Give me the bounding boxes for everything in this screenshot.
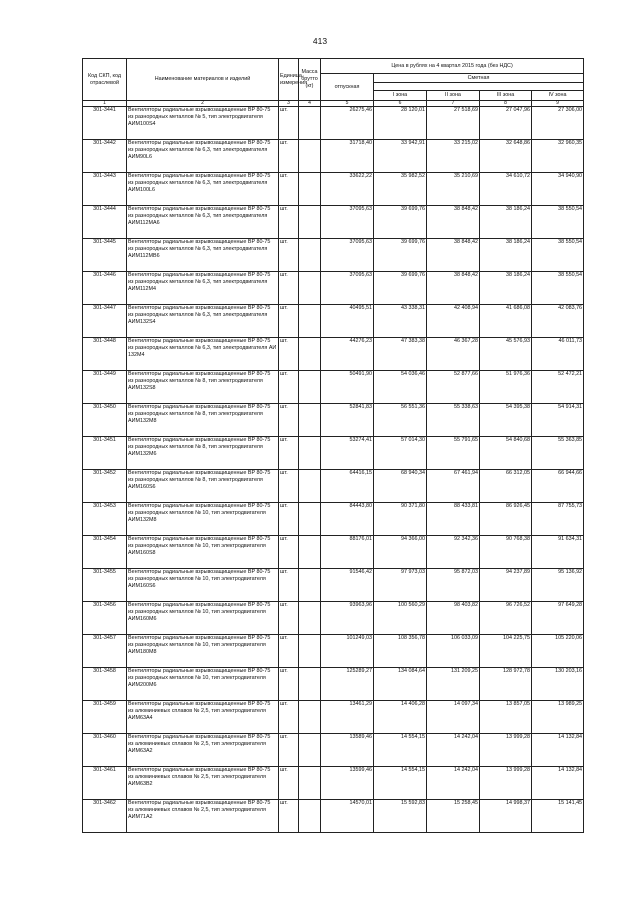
release-price: 88176,01 — [321, 536, 374, 569]
item-code: 301-3458 — [83, 668, 127, 701]
price-zone-2: 106 033,09 — [427, 635, 480, 668]
item-name: Вентиляторы радиальные взрывозащищенные ВР 80-75 из разнородных металлов № 10, тип электродвигателя АИМ200М6 — [127, 668, 279, 701]
item-mass — [299, 404, 321, 437]
price-zone-3: 13 999,28 — [480, 734, 532, 767]
header-code: Код СКП, код отраслевой — [83, 59, 127, 101]
price-zone-2: 52 877,66 — [427, 371, 480, 404]
item-unit: шт. — [279, 635, 299, 668]
table-row — [83, 140, 584, 173]
column-number: 2 — [127, 101, 279, 107]
price-zone-3: 34 610,72 — [480, 173, 532, 206]
item-name: Вентиляторы радиальные взрывозащищенные ВР 80-75 из разнородных металлов № 8, тип электродвигателя АИМ160S6 — [127, 470, 279, 503]
item-name: Вентиляторы радиальные взрывозащищенные ВР 80-75 из разнородных металлов № 6,3, тип электродвигателя АИМ90L6 — [127, 140, 279, 173]
item-code: 301-3449 — [83, 371, 127, 404]
item-unit: шт. — [279, 767, 299, 800]
table-row — [83, 107, 584, 140]
price-zone-4: 15 141,45 — [532, 800, 584, 833]
price-zone-1: 100 560,29 — [374, 602, 427, 635]
item-code: 301-3456 — [83, 602, 127, 635]
price-zone-3: 90 768,38 — [480, 536, 532, 569]
table-row — [83, 470, 584, 503]
table-body — [83, 107, 584, 833]
release-price: 50491,90 — [321, 371, 374, 404]
item-name: Вентиляторы радиальные взрывозащищенные ВР 80-75 из разнородных металлов № 6,3, тип электродвигателя АИМ112МВ6 — [127, 239, 279, 272]
price-zone-3: 86 926,45 — [480, 503, 532, 536]
item-mass — [299, 173, 321, 206]
item-name: Вентиляторы радиальные взрывозащищенные ВР 80-75 из алюминиевых сплавов № 2,5, тип электродвигателя АИМ63А2 — [127, 734, 279, 767]
price-zone-3: 14 998,37 — [480, 800, 532, 833]
release-price: 93963,96 — [321, 602, 374, 635]
table-row — [83, 503, 584, 536]
price-zone-2: 88 433,81 — [427, 503, 480, 536]
item-mass — [299, 470, 321, 503]
item-unit: шт. — [279, 338, 299, 371]
item-name: Вентиляторы радиальные взрывозащищенные ВР 80-75 из разнородных металлов № 6,3, тип электродвигателя АИМ112М4 — [127, 272, 279, 305]
price-zone-1: 33 942,91 — [374, 140, 427, 173]
item-name: Вентиляторы радиальные взрывозащищенные ВР 80-75 из разнородных металлов № 10, тип электродвигателя АИМ132М8 — [127, 503, 279, 536]
table-row — [83, 734, 584, 767]
price-zone-3: 54 840,68 — [480, 437, 532, 470]
item-unit: шт. — [279, 140, 299, 173]
header-zone-3: III зона — [480, 91, 532, 101]
column-number: 3 — [279, 101, 299, 107]
table-row — [83, 206, 584, 239]
item-unit: шт. — [279, 668, 299, 701]
release-price: 13461,29 — [321, 701, 374, 734]
item-unit: шт. — [279, 503, 299, 536]
release-price: 31718,40 — [321, 140, 374, 173]
item-mass — [299, 767, 321, 800]
price-zone-3: 32 648,86 — [480, 140, 532, 173]
price-zone-1: 90 371,80 — [374, 503, 427, 536]
item-name: Вентиляторы радиальные взрывозащищенные ВР 80-75 из разнородных металлов № 6,3, тип электродвигателя АИМ100L6 — [127, 173, 279, 206]
price-table — [82, 58, 584, 833]
release-price: 37095,63 — [321, 272, 374, 305]
price-zone-4: 42 083,76 — [532, 305, 584, 338]
price-zone-2: 131 209,25 — [427, 668, 480, 701]
item-unit: шт. — [279, 734, 299, 767]
item-mass — [299, 635, 321, 668]
price-zone-3: 13 999,28 — [480, 767, 532, 800]
item-mass — [299, 800, 321, 833]
header-estimate: Сметная — [374, 74, 584, 83]
price-zone-1: 94 366,00 — [374, 536, 427, 569]
item-mass — [299, 107, 321, 140]
release-price: 26275,46 — [321, 107, 374, 140]
price-zone-3: 45 576,93 — [480, 338, 532, 371]
item-code: 301-3451 — [83, 437, 127, 470]
item-unit: шт. — [279, 239, 299, 272]
item-unit: шт. — [279, 536, 299, 569]
price-zone-1: 134 084,64 — [374, 668, 427, 701]
table-header — [83, 59, 584, 107]
item-name: Вентиляторы радиальные взрывозащищенные ВР 80-75 из разнородных металлов № 8, тип электродвигателя АИМ132S8 — [127, 371, 279, 404]
table-row — [83, 536, 584, 569]
item-name: Вентиляторы радиальные взрывозащищенные ВР 80-75 из разнородных металлов № 8, тип электродвигателя АИМ132М8 — [127, 404, 279, 437]
item-unit: шт. — [279, 437, 299, 470]
page-number: 413 — [312, 36, 328, 46]
price-zone-2: 35 210,69 — [427, 173, 480, 206]
item-unit: шт. — [279, 602, 299, 635]
item-mass — [299, 437, 321, 470]
price-zone-2: 15 258,45 — [427, 800, 480, 833]
item-mass — [299, 569, 321, 602]
item-code: 301-3461 — [83, 767, 127, 800]
item-mass — [299, 371, 321, 404]
header-mass: Масса брутто (кг) — [299, 59, 321, 101]
column-number: 8 — [480, 101, 532, 107]
table-row — [83, 668, 584, 701]
item-name: Вентиляторы радиальные взрывозащищенные ВР 80-75 из разнородных металлов № 10, тип электродвигателя АИМ180М8 — [127, 635, 279, 668]
item-mass — [299, 602, 321, 635]
header-blank — [374, 83, 584, 91]
release-price: 37095,63 — [321, 206, 374, 239]
release-price: 13599,46 — [321, 767, 374, 800]
price-zone-3: 54 395,38 — [480, 404, 532, 437]
price-zone-1: 68 940,34 — [374, 470, 427, 503]
item-code: 301-3444 — [83, 206, 127, 239]
price-zone-1: 57 014,30 — [374, 437, 427, 470]
price-zone-4: 55 363,85 — [532, 437, 584, 470]
price-zone-1: 14 406,28 — [374, 701, 427, 734]
item-name: Вентиляторы радиальные взрывозащищенные ВР 80-75 из разнородных металлов № 6,3, тип электродвигателя АИ 132М4 — [127, 338, 279, 371]
table-row — [83, 338, 584, 371]
price-zone-3: 41 686,08 — [480, 305, 532, 338]
price-zone-4: 13 989,25 — [532, 701, 584, 734]
table-row — [83, 569, 584, 602]
item-name: Вентиляторы радиальные взрывозащищенные ВР 80-75 из алюминиевых сплавов № 2,5, тип электродвигателя АИМ63А4 — [127, 701, 279, 734]
item-code: 301-3441 — [83, 107, 127, 140]
table-row — [83, 272, 584, 305]
header-release-price: отпускная — [321, 74, 374, 101]
price-zone-4: 54 914,31 — [532, 404, 584, 437]
table-row — [83, 239, 584, 272]
item-name: Вентиляторы радиальные взрывозащищенные ВР 80-75 из алюминиевых сплавов № 2,5, тип электродвигателя АИМ63В2 — [127, 767, 279, 800]
price-zone-1: 56 551,36 — [374, 404, 427, 437]
price-zone-2: 55 791,65 — [427, 437, 480, 470]
price-zone-1: 14 554,15 — [374, 767, 427, 800]
item-unit: шт. — [279, 404, 299, 437]
column-number: 7 — [427, 101, 480, 107]
item-mass — [299, 305, 321, 338]
header-zone-1: I зона — [374, 91, 427, 101]
item-unit: шт. — [279, 173, 299, 206]
price-zone-2: 67 461,94 — [427, 470, 480, 503]
price-zone-1: 39 699,76 — [374, 272, 427, 305]
price-zone-2: 98 403,82 — [427, 602, 480, 635]
release-price: 40495,51 — [321, 305, 374, 338]
price-zone-4: 38 550,54 — [532, 206, 584, 239]
item-name: Вентиляторы радиальные взрывозащищенные ВР 80-75 из разнородных металлов № 10, тип электродвигателя АИМ160S8 — [127, 536, 279, 569]
item-unit: шт. — [279, 206, 299, 239]
price-zone-4: 105 220,06 — [532, 635, 584, 668]
price-zone-4: 34 940,90 — [532, 173, 584, 206]
item-mass — [299, 536, 321, 569]
price-zone-3: 94 237,89 — [480, 569, 532, 602]
item-mass — [299, 206, 321, 239]
price-zone-4: 95 136,92 — [532, 569, 584, 602]
item-mass — [299, 272, 321, 305]
item-code: 301-3454 — [83, 536, 127, 569]
price-zone-3: 13 857,05 — [480, 701, 532, 734]
price-zone-3: 38 186,24 — [480, 239, 532, 272]
header-unit: Единица измерения — [279, 59, 299, 101]
price-zone-3: 38 186,24 — [480, 206, 532, 239]
price-zone-3: 96 726,52 — [480, 602, 532, 635]
item-code: 301-3450 — [83, 404, 127, 437]
price-zone-4: 38 550,54 — [532, 239, 584, 272]
item-mass — [299, 701, 321, 734]
header-name: Наименование материалов и изделий — [127, 59, 279, 101]
price-zone-1: 97 973,03 — [374, 569, 427, 602]
price-zone-4: 66 944,66 — [532, 470, 584, 503]
price-zone-4: 97 649,28 — [532, 602, 584, 635]
release-price: 125289,27 — [321, 668, 374, 701]
price-zone-4: 32 960,35 — [532, 140, 584, 173]
price-zone-4: 91 634,31 — [532, 536, 584, 569]
price-zone-3: 104 225,75 — [480, 635, 532, 668]
release-price: 53274,41 — [321, 437, 374, 470]
table-row — [83, 701, 584, 734]
column-number: 4 — [299, 101, 321, 107]
item-code: 301-3462 — [83, 800, 127, 833]
price-zone-2: 14 097,34 — [427, 701, 480, 734]
price-zone-3: 51 976,36 — [480, 371, 532, 404]
item-name: Вентиляторы радиальные взрывозащищенные ВР 80-75 из разнородных металлов № 10, тип электродвигателя АИМ160М6 — [127, 602, 279, 635]
price-zone-4: 14 132,84 — [532, 767, 584, 800]
release-price: 64416,15 — [321, 470, 374, 503]
item-code: 301-3447 — [83, 305, 127, 338]
price-zone-4: 52 472,21 — [532, 371, 584, 404]
table-row — [83, 305, 584, 338]
item-mass — [299, 668, 321, 701]
release-price: 101249,03 — [321, 635, 374, 668]
release-price: 33622,22 — [321, 173, 374, 206]
price-zone-2: 38 848,42 — [427, 239, 480, 272]
column-number: 1 — [83, 101, 127, 107]
release-price: 14570,01 — [321, 800, 374, 833]
price-zone-1: 43 338,31 — [374, 305, 427, 338]
item-unit: шт. — [279, 371, 299, 404]
table-row — [83, 800, 584, 833]
table-row — [83, 767, 584, 800]
price-zone-2: 95 872,03 — [427, 569, 480, 602]
item-mass — [299, 503, 321, 536]
price-zone-2: 38 848,42 — [427, 206, 480, 239]
price-zone-1: 39 699,76 — [374, 206, 427, 239]
price-zone-3: 66 312,05 — [480, 470, 532, 503]
price-zone-1: 54 036,46 — [374, 371, 427, 404]
item-mass — [299, 140, 321, 173]
table-row — [83, 173, 584, 206]
table-row — [83, 371, 584, 404]
price-zone-4: 130 203,16 — [532, 668, 584, 701]
item-name: Вентиляторы радиальные взрывозащищенные ВР 80-75 из разнородных металлов № 6,3, тип электродвигателя АИМ132S4 — [127, 305, 279, 338]
price-zone-4: 46 011,73 — [532, 338, 584, 371]
item-name: Вентиляторы радиальные взрывозащищенные ВР 80-75 из разнородных металлов № 8, тип электродвигателя АИМ132М6 — [127, 437, 279, 470]
item-code: 301-3459 — [83, 701, 127, 734]
item-name: Вентиляторы радиальные взрывозащищенные ВР 80-75 из алюминиевых сплавов № 2,5, тип электродвигателя АИМ71А2 — [127, 800, 279, 833]
item-code: 301-3455 — [83, 569, 127, 602]
item-unit: шт. — [279, 569, 299, 602]
release-price: 52841,83 — [321, 404, 374, 437]
item-code: 301-3448 — [83, 338, 127, 371]
table-row — [83, 404, 584, 437]
price-zone-2: 55 338,63 — [427, 404, 480, 437]
item-name: Вентиляторы радиальные взрывозащищенные ВР 80-75 из разнородных металлов № 5, тип электродвигателя АИМ100S4 — [127, 107, 279, 140]
price-zone-4: 14 132,84 — [532, 734, 584, 767]
price-zone-4: 87 755,73 — [532, 503, 584, 536]
item-unit: шт. — [279, 107, 299, 140]
price-zone-2: 27 518,69 — [427, 107, 480, 140]
price-zone-4: 38 550,54 — [532, 272, 584, 305]
item-mass — [299, 338, 321, 371]
item-code: 301-3445 — [83, 239, 127, 272]
release-price: 84443,80 — [321, 503, 374, 536]
release-price: 91546,42 — [321, 569, 374, 602]
price-zone-2: 14 242,04 — [427, 734, 480, 767]
item-code: 301-3452 — [83, 470, 127, 503]
price-zone-2: 42 408,94 — [427, 305, 480, 338]
price-zone-2: 92 342,36 — [427, 536, 480, 569]
price-zone-1: 35 982,52 — [374, 173, 427, 206]
item-code: 301-3443 — [83, 173, 127, 206]
item-mass — [299, 239, 321, 272]
item-unit: шт. — [279, 800, 299, 833]
price-zone-1: 47 383,38 — [374, 338, 427, 371]
item-unit: шт. — [279, 701, 299, 734]
price-zone-1: 28 120,01 — [374, 107, 427, 140]
table-row — [83, 602, 584, 635]
release-price: 37095,63 — [321, 239, 374, 272]
price-zone-1: 108 356,78 — [374, 635, 427, 668]
header-zone-2: II зона — [427, 91, 480, 101]
column-number: 5 — [321, 101, 374, 107]
price-zone-1: 15 592,83 — [374, 800, 427, 833]
table-row — [83, 635, 584, 668]
item-unit: шт. — [279, 272, 299, 305]
header-zone-4: IV зона — [532, 91, 584, 101]
header-price-group: Цена в рублях на 4 квартал 2015 года (без НДС) — [321, 59, 584, 74]
price-zone-1: 14 554,15 — [374, 734, 427, 767]
price-zone-2: 38 848,42 — [427, 272, 480, 305]
release-price: 44276,23 — [321, 338, 374, 371]
item-code: 301-3453 — [83, 503, 127, 536]
item-unit: шт. — [279, 470, 299, 503]
item-name: Вентиляторы радиальные взрывозащищенные ВР 80-75 из разнородных металлов № 6,3, тип электродвигателя АИМ112МА6 — [127, 206, 279, 239]
price-zone-3: 128 972,78 — [480, 668, 532, 701]
release-price: 13589,46 — [321, 734, 374, 767]
price-zone-3: 27 047,96 — [480, 107, 532, 140]
item-name: Вентиляторы радиальные взрывозащищенные ВР 80-75 из разнородных металлов № 10, тип электродвигателя АИМ160S6 — [127, 569, 279, 602]
item-code: 301-3460 — [83, 734, 127, 767]
price-zone-2: 46 367,28 — [427, 338, 480, 371]
price-zone-2: 33 215,02 — [427, 140, 480, 173]
price-zone-1: 39 699,76 — [374, 239, 427, 272]
column-number: 9 — [532, 101, 584, 107]
item-code: 301-3457 — [83, 635, 127, 668]
item-mass — [299, 734, 321, 767]
item-code: 301-3442 — [83, 140, 127, 173]
item-code: 301-3446 — [83, 272, 127, 305]
price-zone-3: 38 186,24 — [480, 272, 532, 305]
table-row — [83, 437, 584, 470]
item-unit: шт. — [279, 305, 299, 338]
price-zone-2: 14 242,04 — [427, 767, 480, 800]
column-number: 6 — [374, 101, 427, 107]
price-zone-4: 27 306,00 — [532, 107, 584, 140]
